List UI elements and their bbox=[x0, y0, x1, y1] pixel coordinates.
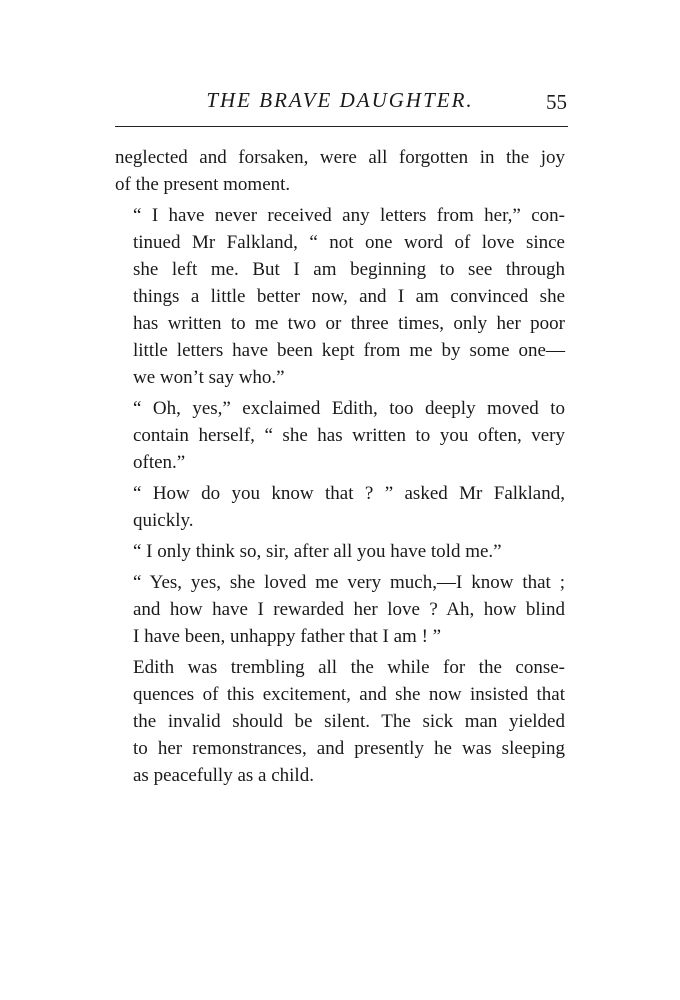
text-line: things a little better now, and I am convinced she bbox=[133, 286, 565, 307]
paragraph bbox=[115, 654, 565, 789]
body-text bbox=[115, 144, 565, 793]
text-line: “ I only think so, sir, after all you have told me.” bbox=[133, 541, 502, 562]
text-line: tinued Mr Falkland, “ not one word of love since bbox=[133, 232, 565, 253]
text-line: contain herself, “ she has written to you often, very bbox=[133, 425, 565, 446]
text-line: quences of this excitement, and she now insisted that bbox=[133, 684, 565, 705]
text-line: she left me. But I am beginning to see through bbox=[133, 259, 565, 280]
text-line: Edith was trembling all the while for the conse- bbox=[133, 657, 565, 678]
paragraph bbox=[115, 202, 565, 391]
text-line: “ I have never received any letters from her,” con- bbox=[133, 205, 565, 226]
running-title: THE BRAVE DAUGHTER. bbox=[206, 88, 474, 112]
text-line: “ Oh, yes,” exclaimed Edith, too deeply moved to bbox=[133, 398, 565, 419]
page-number: 55 bbox=[546, 90, 567, 114]
text-line: as peacefully as a child. bbox=[133, 765, 314, 786]
text-line: little letters have been kept from me by some one— bbox=[133, 340, 565, 361]
text-line: “ How do you know that ? ” asked Mr Falkland, bbox=[133, 483, 565, 504]
header-rule bbox=[115, 126, 568, 127]
paragraph bbox=[115, 538, 565, 565]
text-line: often.” bbox=[133, 452, 186, 473]
paragraph bbox=[115, 395, 565, 476]
text-line: has written to me two or three times, only her poor bbox=[133, 313, 565, 334]
text-line: I have been, unhappy father that I am ! ” bbox=[133, 626, 442, 647]
text-line: we won’t say who.” bbox=[133, 367, 285, 388]
text-line: quickly. bbox=[133, 510, 194, 531]
text-line: “ Yes, yes, she loved me very much,—I know that ; bbox=[133, 572, 565, 593]
text-line: and how have I rewarded her love ? Ah, how blind bbox=[133, 599, 565, 620]
text-line: neglected and forsaken, were all forgotten in the joy bbox=[115, 147, 565, 168]
text-line: to her remonstrances, and presently he was sleeping bbox=[133, 738, 565, 759]
paragraph bbox=[115, 569, 565, 650]
text-line: of the present moment. bbox=[115, 174, 291, 195]
paragraph bbox=[115, 144, 565, 198]
running-head bbox=[115, 88, 565, 118]
paragraph bbox=[115, 480, 565, 534]
text-line: the invalid should be silent. The sick man yielded bbox=[133, 711, 565, 732]
